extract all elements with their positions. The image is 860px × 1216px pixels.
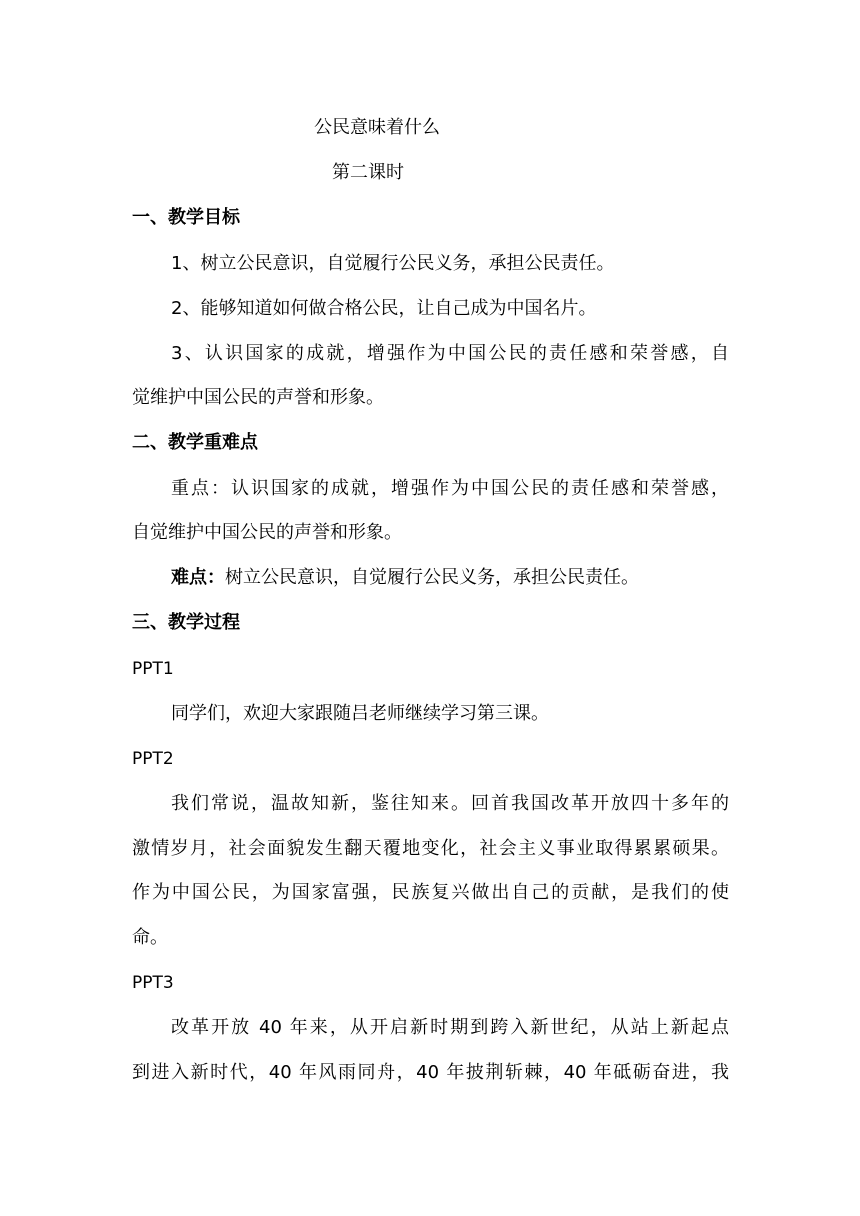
objective-item-2: 2、能够知道如何做合格公民，让自己成为中国名片。 [171,298,597,319]
document-title: 公民意味着什么 [314,117,440,138]
objective-item-1: 1、树立公民意识，自觉履行公民义务，承担公民责任。 [171,253,615,274]
ppt2-line-3: 作为中国公民，为国家富强，民族复兴做出自己的贡献，是我们的使 [132,882,729,903]
section-heading-key-points: 二、教学重难点 [132,432,258,453]
ppt2-line-4: 命。 [132,927,168,948]
ppt3-line-1: 改革开放 40 年来，从开启新时期到跨入新世纪，从站上新起点 [171,1017,729,1038]
section-heading-process: 三、教学过程 [132,612,240,633]
ppt2-label: PPT2 [132,749,174,769]
objective-item-3-line-2: 觉维护中国公民的声誉和形象。 [132,387,384,408]
ppt1-text: 同学们，欢迎大家跟随吕老师继续学习第三课。 [171,703,549,724]
document-subtitle: 第二课时 [332,162,404,183]
ppt1-label: PPT1 [132,659,174,679]
key-point-line-1: 重点：认识国家的成就，增强作为中国公民的责任感和荣誉感， [171,478,729,499]
ppt2-line-1: 我们常说，温故知新，鉴往知来。回首我国改革开放四十多年的 [171,793,729,814]
ppt3-label: PPT3 [132,973,174,993]
difficult-point [171,566,639,590]
section-heading-objectives: 一、教学目标 [132,207,240,228]
key-point-line-2: 自觉维护中国公民的声誉和形象。 [132,522,402,543]
ppt2-line-2: 激情岁月，社会面貌发生翻天覆地变化，社会主义事业取得累累硕果。 [132,838,729,859]
objective-item-3-line-1: 3、认识国家的成就，增强作为中国公民的责任感和荣誉感，自 [171,343,729,364]
ppt3-line-2: 到进入新时代，40 年风雨同舟，40 年披荆斩棘，40 年砥砺奋进，我 [132,1062,729,1083]
difficult-point-label: 难点： [171,567,225,588]
difficult-point-text: 树立公民意识，自觉履行公民义务，承担公民责任。 [225,567,639,588]
